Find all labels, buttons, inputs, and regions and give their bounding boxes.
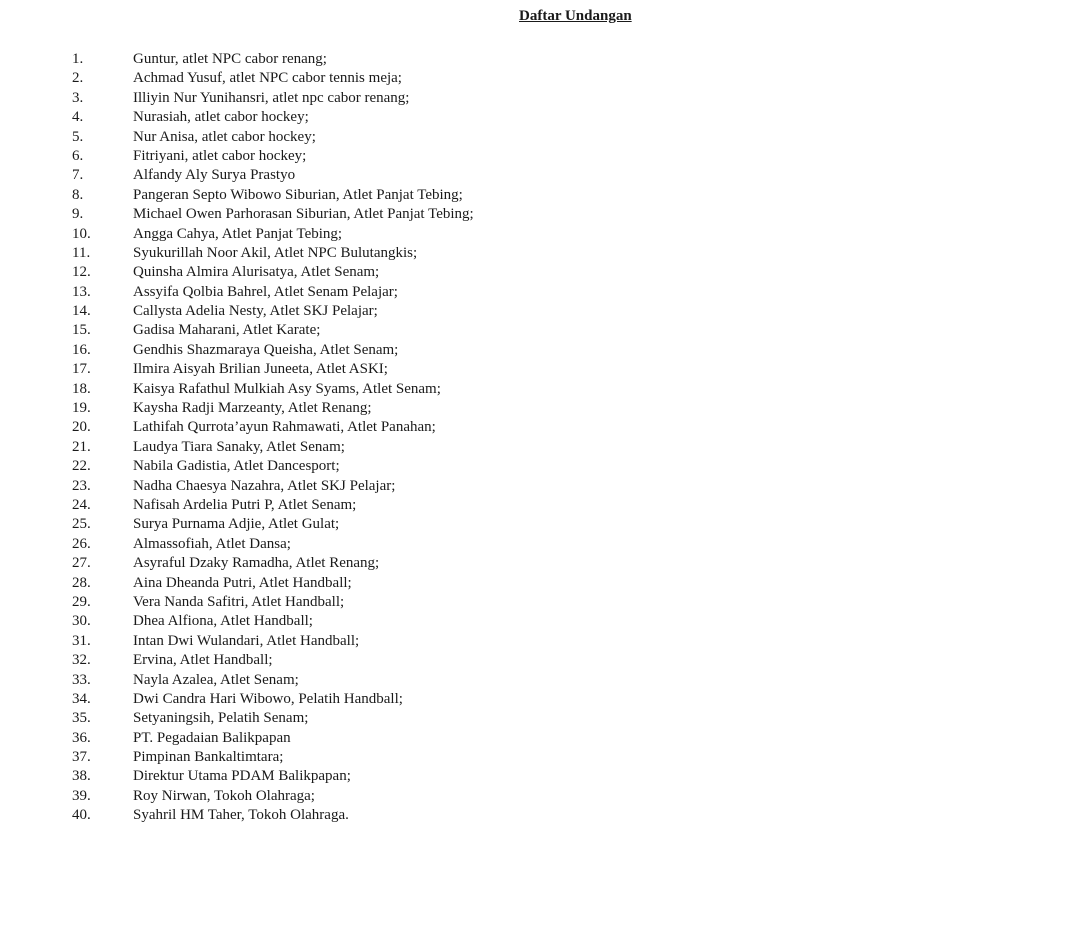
item-text: Michael Owen Parhorasan Siburian, Atlet Panjat Tebing; [133, 206, 474, 223]
item-text: Surya Purnama Adjie, Atlet Gulat; [133, 516, 340, 533]
item-number: 1. [72, 51, 84, 67]
item-number: 22. [72, 458, 91, 475]
item-number: 6. [72, 147, 84, 164]
item-text: Lathifah Qurrota’ayun Rahmawati, Atlet Panahan; [133, 419, 436, 436]
item-text: Ervina, Atlet Handball; [133, 652, 273, 669]
item-number: 14. [72, 303, 91, 320]
item-number: 38. [72, 768, 91, 785]
item-text: Pimpinan Bankaltimtara; [133, 749, 284, 766]
item-text: Roy Nirwan, Tokoh Olahraga; [133, 787, 315, 804]
item-text: Aina Dheanda Putri, Atlet Handball; [133, 574, 352, 591]
item-text: Callysta Adelia Nesty, Atlet SKJ Pelajar; [133, 303, 378, 320]
item-text: Pangeran Septo Wibowo Siburian, Atlet Panjat Tebing; [133, 186, 463, 203]
item-text: Nayla Azalea, Atlet Senam; [133, 671, 299, 688]
item-number: 18. [72, 380, 91, 397]
item-text: Illiyin Nur Yunihansri, atlet npc cabor renang; [133, 89, 410, 106]
item-text: Kaysha Radji Marzeanty, Atlet Renang; [133, 400, 372, 417]
item-number: 10. [72, 225, 91, 242]
item-text: PT. Pegadaian Balikpapan [133, 729, 291, 746]
item-text: Gendhis Shazmaraya Queisha, Atlet Senam; [133, 341, 399, 358]
item-number: 39. [72, 787, 91, 804]
item-number: 27. [72, 555, 91, 572]
item-text: Dhea Alfiona, Atlet Handball; [133, 613, 313, 630]
item-number: 3. [72, 89, 84, 106]
item-number: 33. [72, 671, 91, 688]
item-number: 13. [72, 283, 91, 300]
item-number: 9. [72, 206, 84, 223]
item-number: 23. [72, 477, 91, 494]
item-text: Nadha Chaesya Nazahra, Atlet SKJ Pelajar; [133, 477, 396, 494]
item-text: Fitriyani, atlet cabor hockey; [133, 147, 307, 164]
item-number: 15. [72, 322, 91, 339]
item-text: Nur Anisa, atlet cabor hockey; [133, 128, 316, 145]
item-text: Almassofiah, Atlet Dansa; [133, 535, 291, 552]
item-number: 8. [72, 186, 84, 203]
item-number: 16. [72, 341, 91, 358]
item-text: Asyraful Dzaky Ramadha, Atlet Renang; [133, 555, 380, 572]
item-number: 19. [72, 400, 91, 417]
item-number: 5. [72, 128, 84, 145]
item-text: Quinsha Almira Alurisatya, Atlet Senam; [133, 264, 380, 281]
item-number: 7. [72, 167, 84, 184]
item-text: Nafisah Ardelia Putri P, Atlet Senam; [133, 496, 357, 513]
item-number: 26. [72, 535, 91, 552]
item-number: 36. [72, 729, 91, 746]
page-title: Daftar Undangan [519, 8, 632, 24]
item-text: Assyifa Qolbia Bahrel, Atlet Senam Pelajar; [133, 283, 398, 300]
item-number: 28. [72, 574, 91, 591]
item-text: Guntur, atlet NPC cabor renang; [133, 51, 327, 67]
item-number: 30. [72, 613, 91, 630]
item-number: 34. [72, 690, 91, 707]
item-number: 37. [72, 749, 91, 766]
item-number: 32. [72, 652, 91, 669]
item-number: 4. [72, 109, 84, 126]
item-text: Laudya Tiara Sanaky, Atlet Senam; [133, 438, 345, 455]
item-text: Direktur Utama PDAM Balikpapan; [133, 768, 351, 785]
item-text: Angga Cahya, Atlet Panjat Tebing; [133, 225, 343, 242]
item-number: 25. [72, 516, 91, 533]
item-number: 12. [72, 264, 91, 281]
item-number: 11. [72, 244, 91, 261]
item-number: 2. [72, 70, 84, 87]
item-text: Intan Dwi Wulandari, Atlet Handball; [133, 632, 360, 649]
item-text: Setyaningsih, Pelatih Senam; [133, 710, 309, 727]
item-number: 29. [72, 593, 91, 610]
item-number: 35. [72, 710, 91, 727]
item-text: Syahril HM Taher, Tokoh Olahraga. [133, 807, 349, 824]
item-text: Nurasiah, atlet cabor hockey; [133, 109, 309, 126]
item-text: Gadisa Maharani, Atlet Karate; [133, 322, 321, 339]
item-number: 17. [72, 361, 91, 378]
item-number: 24. [72, 496, 91, 513]
item-number: 31. [72, 632, 91, 649]
item-number: 21. [72, 438, 91, 455]
item-text: Dwi Candra Hari Wibowo, Pelatih Handball; [133, 690, 403, 707]
item-text: Achmad Yusuf, atlet NPC cabor tennis meja; [133, 70, 402, 87]
item-text: Nabila Gadistia, Atlet Dancesport; [133, 458, 340, 475]
item-text: Syukurillah Noor Akil, Atlet NPC Bulutangkis; [133, 244, 418, 261]
item-text: Alfandy Aly Surya Prastyo [133, 167, 296, 184]
item-text: Ilmira Aisyah Brilian Juneeta, Atlet ASKI; [133, 361, 388, 378]
item-text: Vera Nanda Safitri, Atlet Handball; [133, 593, 345, 610]
item-number: 20. [72, 419, 91, 436]
item-text: Kaisya Rafathul Mulkiah Asy Syams, Atlet Senam; [133, 380, 441, 397]
item-number: 40. [72, 807, 91, 824]
